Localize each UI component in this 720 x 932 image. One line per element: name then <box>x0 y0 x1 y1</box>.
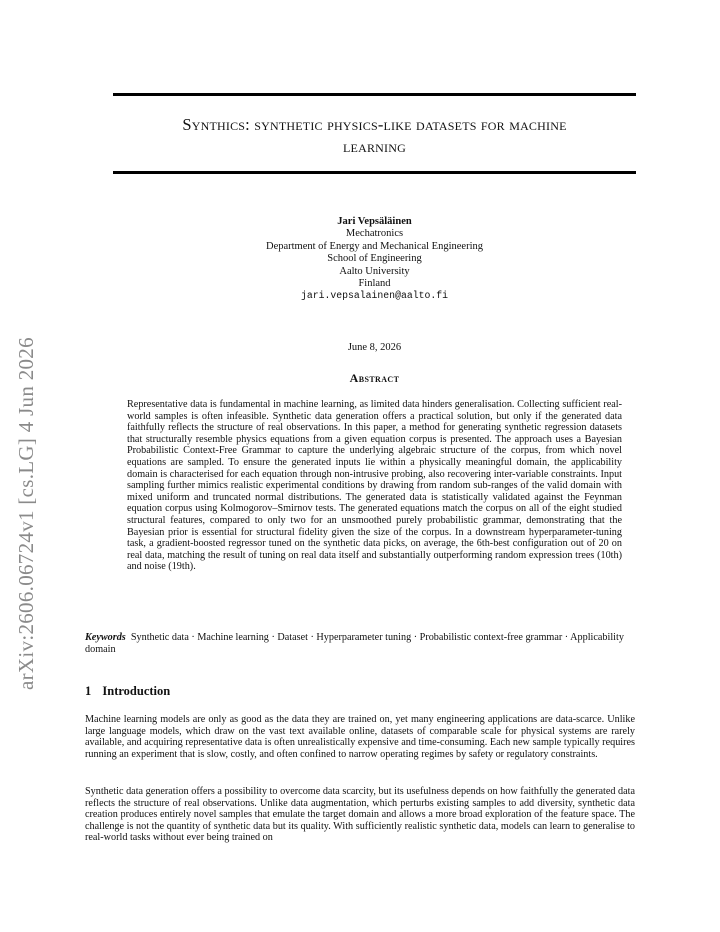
author-affiliation-line: Department of Energy and Mechanical Engineering <box>265 240 483 252</box>
section-number: 1 <box>85 684 92 698</box>
arxiv-identifier: arXiv:2606.06724v1 [cs.LG] 4 Jun 2026 <box>14 337 38 690</box>
paper-title <box>113 114 636 158</box>
body-paragraph: Synthetic data generation offers a possibility to overcome data scarcity, but its usefulness depends on how faithfully the generated data reflects the structure of real observations. Unlike data augmentation, which perturbs existing samples to add diversity, synthetic data creation produces entirely novel samples that emulate the target domain and allows a more broad exploration of the feature space. The challenge is not the quantity of synthetic data but its quality. With sufficiently realistic synthetic data, models can learn to generalise to real-world tasks without ever being trained on <box>85 786 635 844</box>
author-affiliation-line: Mechatronics <box>345 228 404 240</box>
author-block <box>113 216 636 303</box>
author-affiliation-line: School of Engineering <box>327 253 422 265</box>
top-rule <box>113 93 636 96</box>
keywords-list: Synthetic data · Machine learning · Dataset · Hyperparameter tuning · Probabilistic context-free grammar · Applicability domain <box>85 632 624 655</box>
body-paragraph: Machine learning models are only as good as the data they are trained on, yet many engineering applications are data-scarce. Unlike large language models, which draw on the vast text available online, datasets of comparable scale for physical systems are rarely available, and acquiring representative data is often unrealistically expensive and time-consuming. Each new sample typically requires running an experiment that is slow, costly, and often confined to narrow operating regimes by safety or regulatory constraints. <box>85 714 635 760</box>
author-name: Jari Vepsäläinen <box>337 216 412 227</box>
abstract-heading: Abstract <box>349 371 400 385</box>
abstract-text: Representative data is fundamental in machine learning, as limited data hinders generalisation. Collecting sufficient real-world samples is often infeasible. Synthetic data generation offers a practical solution, but only if the generated data faithfully reflects the structure of real observations. In this paper, a method for generating synthetic regression datasets that structurally resemble physics equations from a given equation corpus is presented. The approach uses a Bayesian Probabilistic Context-Free Grammar to capture the underlying algebraic structure of the corpus, from which novel equations are sampled. To ensure the generated inputs lie within a physically meaningful domain, the applicability domain is characterised for each equation through non-intrusive probing, also recovering inter-variable constraints. Input sampling further mimics realistic experimental conditions by drawing from random sub-ranges of the valid domain with mixed uniform and truncated normal distributions. The generated data is statistically validated against the Feynman equation corpus using Kolmogorov–Smirnov tests. The generated equations match the corpus on all of the eight studied structural features, compared to only two for an unsmoothed purely probabilistic grammar, demonstrating that the Bayesian prior is essential for structural fidelity given the size of the corpus. In a downstream hyperparameter-tuning task, a gradient-boosted regressor tuned on the synthetic data picks, on average, the 6th-best configuration out of 20 on real data, matching the result of tuning on real data itself and substantially outperforming random expression trees (10th) and noise (19th). <box>127 399 622 573</box>
author-email[interactable]: jari.vepsalainen@aalto.fi <box>301 290 448 302</box>
title-line-2: learning <box>343 137 406 156</box>
keywords <box>85 632 635 656</box>
title-line-1: Synthics: synthetic physics-like datasets for machine <box>182 115 567 134</box>
section-title: Introduction <box>102 684 171 698</box>
author-affiliation-line: Finland <box>358 278 391 290</box>
author-affiliation-line: Aalto University <box>339 265 410 277</box>
bottom-title-rule <box>113 171 636 174</box>
section-heading <box>85 684 170 699</box>
keywords-label: Keywords <box>85 632 126 643</box>
paper-date: June 8, 2026 <box>347 342 402 353</box>
